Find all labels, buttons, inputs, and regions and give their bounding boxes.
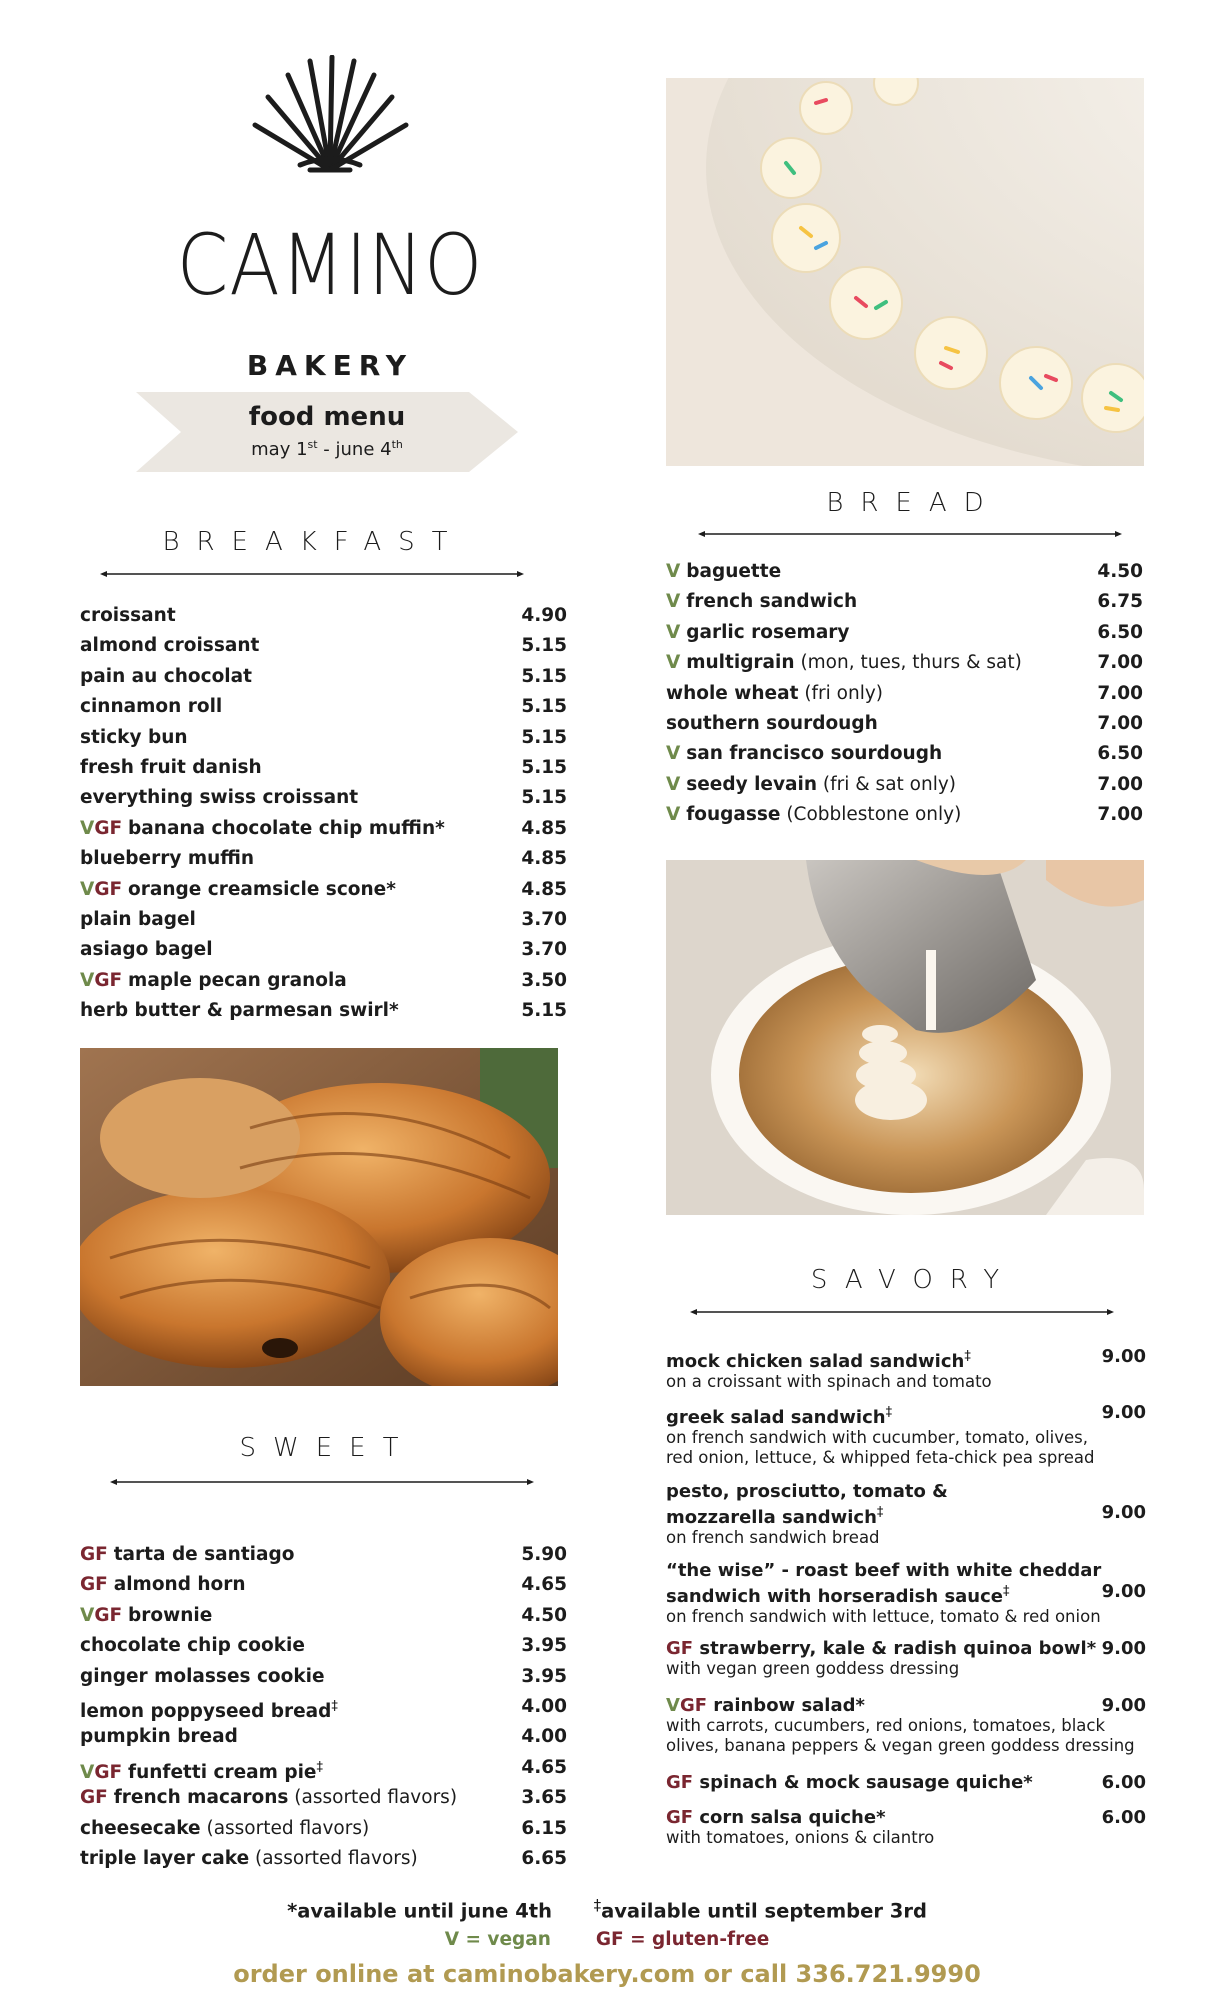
menu-item-name — [80, 727, 188, 749]
item-name-text: rainbow salad* — [713, 1695, 865, 1716]
menu-item-name — [80, 666, 252, 688]
menu-item-row — [80, 1848, 567, 1870]
item-name-text: funfetti cream pie — [128, 1761, 317, 1783]
menu-item-price: 5.15 — [521, 635, 567, 657]
diet-legend — [0, 1929, 1214, 1950]
item-name-text: pesto, prosciutto, tomato & — [666, 1481, 948, 1502]
menu-item-name — [80, 1635, 305, 1657]
menu-item-name — [80, 818, 445, 840]
legend-vegan: V = vegan — [444, 1929, 551, 1950]
menu-item-name — [666, 683, 883, 705]
menu-item-name — [80, 1666, 325, 1688]
menu-item-row — [80, 666, 567, 688]
item-note: (fri only) — [798, 682, 884, 704]
menu-item-name — [666, 774, 956, 796]
brand-subtitle: BAKERY — [246, 349, 414, 382]
breakfast-divider-arrow — [100, 568, 524, 580]
menu-item-name — [80, 1000, 399, 1022]
menu-item-row — [80, 1574, 567, 1596]
menu-item-price: 4.50 — [521, 1604, 567, 1626]
item-name-text: cinnamon roll — [80, 696, 223, 718]
available-until-september-note: available until september 3rd — [601, 1899, 927, 1923]
menu-item-price: 5.15 — [521, 757, 567, 778]
menu-item-price: 3.95 — [521, 1635, 567, 1657]
menu-item-row — [80, 1544, 567, 1566]
menu-item-price: 3.95 — [521, 1665, 567, 1687]
menu-item-name — [80, 1757, 323, 1784]
savory-menu-item — [666, 1560, 1146, 1627]
menu-item-row — [80, 1726, 567, 1748]
gluten-free-tag: GF — [80, 1574, 108, 1596]
savory-item-name — [666, 1560, 1146, 1581]
savory-item-name — [666, 1772, 1146, 1793]
double-dagger-mark: ‡ — [593, 1896, 602, 1914]
item-name-text: cheesecake — [80, 1817, 201, 1839]
menu-item-row — [666, 804, 1143, 826]
savory-item-description: on french sandwich with cucumber, tomato, olives, — [666, 1428, 1089, 1447]
item-name-text: sandwich with horseradish sauce — [666, 1586, 1003, 1607]
item-name-text: strawberry, kale & radish quinoa bowl* — [699, 1638, 1097, 1659]
vegan-tag: V — [666, 561, 681, 582]
vegan-tag: V — [80, 817, 95, 839]
vegan-tag: V — [666, 621, 681, 643]
available-until-june-note: *available until june 4th — [287, 1899, 552, 1923]
savory-item-description: olives, banana peppers & vegan green goddess dressing — [666, 1736, 1135, 1755]
menu-item-price: 4.65 — [521, 1756, 567, 1778]
gluten-free-tag: GF — [666, 1638, 694, 1659]
item-name-text: lemon poppyseed bread — [80, 1701, 332, 1723]
menu-item-row — [80, 1605, 567, 1627]
item-name-text: san francisco sourdough — [686, 743, 943, 765]
banner-title: food menu — [248, 402, 406, 432]
item-note: (mon, tues, thurs & sat) — [794, 652, 1022, 674]
savory-item-name — [666, 1638, 1146, 1659]
sweet-heading: SWEET — [239, 1433, 416, 1463]
item-name-text: “the wise” - roast beef with white cheddar — [666, 1560, 1102, 1581]
vegan-tag: V — [80, 878, 95, 900]
gluten-free-tag: GF — [94, 817, 123, 839]
pain-au-chocolat-photo — [80, 1048, 558, 1386]
menu-item-row — [80, 1787, 567, 1809]
menu-item-row — [666, 652, 1143, 674]
double-dagger-mark: ‡ — [316, 1759, 323, 1775]
savory-item-description: with tomatoes, onions & cilantro — [666, 1828, 935, 1847]
gluten-free-tag: GF — [94, 1604, 123, 1626]
item-name-text: croissant — [80, 605, 176, 626]
menu-item-name — [80, 635, 259, 657]
gluten-free-tag: GF — [80, 1787, 108, 1809]
menu-item-name — [80, 696, 222, 718]
menu-item-name — [80, 1574, 246, 1596]
item-name-text: everything swiss croissant — [80, 787, 359, 809]
savory-divider-arrow — [690, 1306, 1114, 1318]
menu-item-name — [666, 713, 878, 735]
item-name-text: blueberry muffin — [80, 848, 255, 870]
menu-item-price: 9.00 — [1101, 1581, 1146, 1602]
bread-divider-arrow — [698, 528, 1122, 540]
gluten-free-tag: GF — [666, 1772, 694, 1793]
brand-name: CAMINO — [176, 216, 484, 314]
double-dagger-mark: ‡ — [331, 1699, 338, 1714]
menu-item-row — [80, 939, 567, 961]
menu-banner — [136, 392, 518, 472]
menu-item-price: 5.15 — [521, 787, 567, 809]
menu-item-row — [80, 696, 567, 718]
menu-item-price: 4.00 — [521, 1696, 567, 1717]
sweet-divider-arrow — [110, 1476, 534, 1488]
vegan-tag: V — [80, 1604, 95, 1626]
menu-item-row — [666, 683, 1143, 705]
menu-item-row — [80, 818, 567, 840]
bread-heading: BREAD — [826, 488, 1001, 518]
item-name-text: mock chicken salad sandwich — [666, 1351, 965, 1372]
item-note: (fri & sat only) — [817, 773, 957, 795]
item-note: (assorted flavors) — [200, 1817, 370, 1839]
menu-item-name — [666, 591, 857, 613]
item-name-text: herb butter & parmesan swirl* — [80, 1000, 399, 1022]
menu-item-row — [80, 1757, 567, 1784]
item-note: (assorted flavors) — [249, 1848, 418, 1869]
savory-item-name — [666, 1481, 1146, 1502]
vegan-tag: V — [666, 652, 681, 674]
item-name-text: mozzarella sandwich — [666, 1507, 877, 1528]
item-name-text: asiago bagel — [80, 939, 213, 961]
menu-item-name — [80, 1787, 457, 1809]
menu-item-price: 6.00 — [1101, 1772, 1146, 1793]
menu-item-price: 6.65 — [521, 1848, 567, 1869]
menu-item-price: 6.15 — [521, 1817, 567, 1839]
menu-item-row — [80, 970, 567, 992]
menu-item-name — [80, 848, 254, 870]
item-name-text: plain bagel — [80, 909, 196, 930]
menu-item-row — [666, 743, 1143, 765]
double-dagger-mark: ‡ — [1003, 1584, 1010, 1599]
menu-item-name — [666, 743, 942, 765]
item-name-text: ginger molasses cookie — [80, 1665, 325, 1687]
menu-item-name — [80, 1696, 338, 1723]
menu-item-price: 6.00 — [1101, 1807, 1146, 1828]
menu-item-price: 4.85 — [521, 878, 567, 900]
menu-item-price: 7.00 — [1097, 652, 1143, 674]
item-name-text: banana chocolate chip muffin* — [128, 817, 445, 839]
menu-item-price: 7.00 — [1097, 682, 1143, 704]
menu-item-price: 5.15 — [521, 726, 567, 748]
menu-item-row — [80, 879, 567, 901]
menu-item-price: 9.00 — [1101, 1638, 1146, 1659]
item-name-text: tarta de santiago — [113, 1544, 295, 1565]
menu-item-price: 3.70 — [521, 909, 567, 930]
item-name-text: sticky bun — [80, 726, 188, 748]
item-name-text: garlic rosemary — [686, 621, 850, 643]
menu-item-row — [80, 848, 567, 870]
menu-item-name — [80, 757, 262, 779]
vegan-tag: V — [666, 743, 681, 765]
item-name-text: pain au chocolat — [80, 665, 252, 687]
menu-item-name — [666, 652, 1022, 674]
item-name-text: maple pecan granola — [128, 969, 347, 991]
item-name-text: triple layer cake — [80, 1848, 250, 1869]
item-note: (Cobblestone only) — [780, 804, 962, 826]
savory-heading: SAVORY — [810, 1265, 1017, 1295]
menu-item-price: 7.00 — [1097, 773, 1143, 795]
menu-item-price: 3.50 — [521, 969, 567, 991]
menu-item-name — [80, 879, 396, 901]
menu-item-price: 4.85 — [521, 848, 567, 870]
savory-menu-item — [666, 1695, 1146, 1756]
savory-item-description: red onion, lettuce, & whipped feta-chick pea spread — [666, 1448, 1095, 1467]
menu-item-price: 4.90 — [521, 605, 567, 626]
item-name-text: fresh fruit danish — [80, 757, 262, 778]
double-dagger-mark: ‡ — [964, 1349, 971, 1364]
double-dagger-mark: ‡ — [885, 1405, 893, 1420]
item-name-text: seedy levain — [686, 773, 818, 795]
item-name-text: chocolate chip cookie — [80, 1635, 305, 1657]
savory-item-name — [666, 1581, 1146, 1607]
item-name-text: corn salsa quiche* — [699, 1807, 886, 1828]
menu-item-price: 7.00 — [1097, 804, 1143, 826]
breakfast-heading: BREAKFAST — [162, 527, 465, 557]
menu-item-name — [666, 804, 961, 826]
menu-item-price: 9.00 — [1101, 1502, 1146, 1523]
menu-item-name — [80, 939, 213, 961]
menu-item-row — [80, 757, 567, 779]
item-name-text: multigrain — [686, 652, 795, 674]
savory-item-description: with vegan green goddess dressing — [666, 1659, 960, 1678]
menu-item-row — [80, 909, 567, 931]
savory-item-description: on french sandwich with lettuce, tomato & red onion — [666, 1607, 1101, 1626]
item-name-text: almond horn — [113, 1574, 246, 1596]
savory-item-description: on a croissant with spinach and tomato — [666, 1372, 992, 1391]
item-name-text: whole wheat — [666, 682, 799, 704]
savory-item-name — [666, 1346, 1146, 1372]
menu-item-name — [80, 1848, 418, 1870]
savory-item-name — [666, 1402, 1146, 1428]
gluten-free-tag: GF — [94, 1761, 123, 1783]
menu-item-name — [80, 605, 176, 627]
item-name-text: brownie — [128, 1604, 213, 1626]
menu-item-price: 9.00 — [1101, 1346, 1146, 1367]
item-name-text: orange creamsicle scone* — [128, 878, 396, 900]
vegan-tag: V — [666, 773, 681, 795]
menu-item-price: 7.00 — [1097, 713, 1143, 734]
menu-item-name — [80, 1605, 212, 1627]
vegan-tag: V — [80, 1761, 95, 1783]
menu-item-row — [80, 1666, 567, 1688]
camino-bakery-logo — [150, 55, 510, 382]
savory-item-name — [666, 1695, 1146, 1716]
menu-item-price: 5.15 — [521, 696, 567, 718]
gluten-free-tag: GF — [94, 969, 123, 991]
item-name-text: greek salad sandwich — [666, 1407, 886, 1428]
savory-menu-item — [666, 1346, 1146, 1392]
vegan-tag: V — [666, 804, 681, 826]
menu-item-price: 5.90 — [521, 1544, 567, 1565]
item-name-text: pumpkin bread — [80, 1726, 238, 1748]
menu-item-name — [666, 622, 850, 644]
menu-item-row — [80, 1000, 567, 1022]
latte-pour-photo — [666, 860, 1144, 1215]
shell-fan-icon — [150, 55, 510, 225]
savory-item-description: on french sandwich bread — [666, 1528, 880, 1547]
gluten-free-tag: GF — [80, 1544, 108, 1565]
menu-item-price: 4.85 — [521, 817, 567, 839]
vegan-tag: V — [666, 591, 681, 613]
banner-date-range: may 1st - june 4th — [251, 438, 403, 460]
vegan-tag: V — [666, 1695, 680, 1716]
menu-item-name — [80, 1726, 238, 1748]
item-name-text: fougasse — [686, 804, 781, 826]
availability-notes — [0, 1896, 1214, 1923]
menu-item-price: 4.65 — [521, 1574, 567, 1596]
menu-item-price: 3.70 — [521, 939, 567, 961]
menu-item-price: 6.50 — [1097, 621, 1143, 643]
menu-item-price: 6.75 — [1097, 591, 1143, 613]
item-name-text: french macarons — [113, 1787, 289, 1809]
menu-item-row — [666, 622, 1143, 644]
menu-item-price: 4.00 — [521, 1726, 567, 1748]
menu-item-row — [666, 591, 1143, 613]
savory-item-name — [666, 1807, 1146, 1828]
menu-item-price: 3.65 — [521, 1787, 567, 1809]
menu-item-price: 9.00 — [1101, 1402, 1146, 1423]
savory-menu-item — [666, 1481, 1146, 1548]
vegan-tag: V — [80, 969, 95, 991]
menu-item-row — [666, 713, 1143, 735]
gluten-free-tag: GF — [679, 1695, 708, 1716]
savory-menu-item — [666, 1772, 1146, 1793]
menu-item-row — [80, 1696, 567, 1723]
menu-item-name — [80, 1818, 369, 1840]
menu-item-price: 5.15 — [521, 1000, 567, 1022]
savory-menu-item — [666, 1807, 1146, 1848]
item-note: (assorted flavors) — [288, 1787, 458, 1809]
item-name-text: spinach & mock sausage quiche* — [699, 1772, 1033, 1793]
menu-item-row — [666, 774, 1143, 796]
item-name-text: southern sourdough — [666, 713, 878, 734]
menu-item-price: 5.15 — [521, 665, 567, 687]
legend-gluten-free: GF = gluten-free — [595, 1929, 770, 1950]
menu-item-row — [80, 787, 567, 809]
menu-item-price: 9.00 — [1101, 1695, 1146, 1716]
menu-item-row — [80, 605, 567, 627]
menu-item-name — [80, 787, 358, 809]
item-name-text: french sandwich — [686, 591, 858, 613]
savory-menu-item — [666, 1638, 1146, 1679]
menu-item-name — [80, 1544, 294, 1566]
savory-menu-item — [666, 1402, 1146, 1468]
gluten-free-tag: GF — [666, 1807, 694, 1828]
menu-item-price: 6.50 — [1097, 743, 1143, 765]
menu-item-row — [666, 561, 1143, 583]
order-online-line: order online at caminobakery.com or call 336.721.9990 — [233, 1960, 981, 1988]
menu-item-name — [80, 970, 347, 992]
menu-item-name — [80, 909, 196, 931]
savory-item-name — [666, 1502, 1146, 1528]
menu-item-row — [80, 1818, 567, 1840]
savory-item-description: with carrots, cucumbers, red onions, tomatoes, black — [666, 1716, 1106, 1735]
item-name-text: baguette — [686, 561, 782, 582]
menu-item-row — [80, 727, 567, 749]
menu-item-row — [80, 1635, 567, 1657]
gluten-free-tag: GF — [94, 878, 123, 900]
funfetti-cake-photo — [666, 78, 1144, 466]
double-dagger-mark: ‡ — [876, 1505, 884, 1520]
menu-item-price: 4.50 — [1097, 561, 1143, 582]
item-name-text: almond croissant — [80, 635, 260, 657]
menu-item-name — [666, 561, 781, 583]
menu-item-row — [80, 635, 567, 657]
